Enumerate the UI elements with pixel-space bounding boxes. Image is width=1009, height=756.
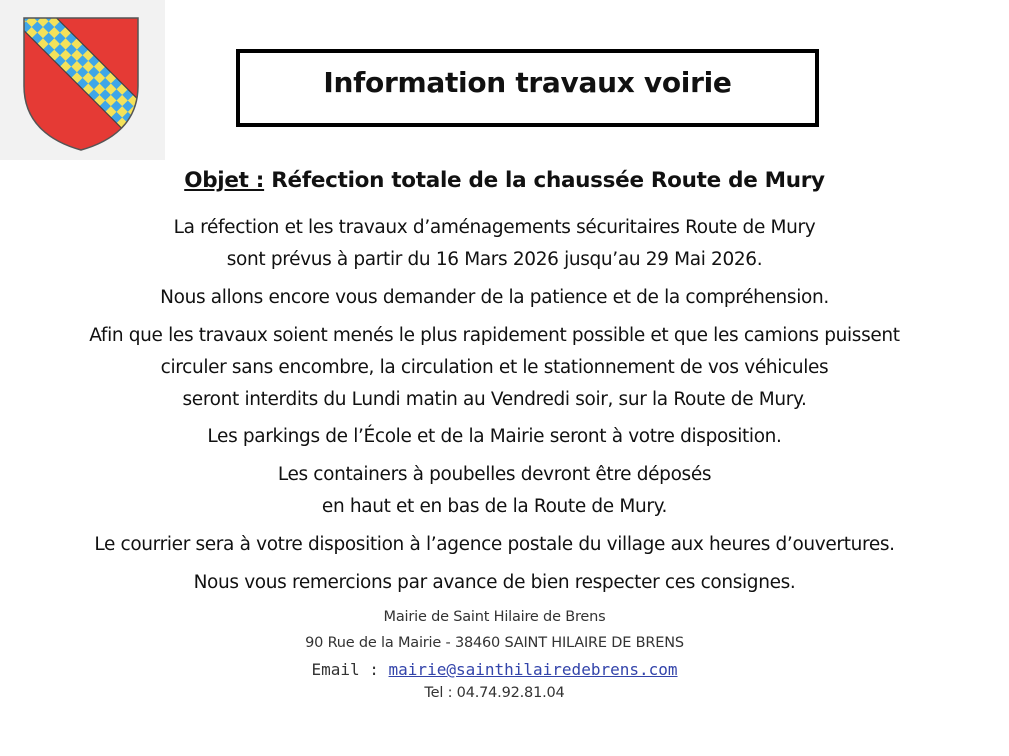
email-link[interactable]: mairie@sainthilairedebrens.com xyxy=(388,660,678,679)
text-line: en haut et en bas de la Route de Mury. xyxy=(321,496,668,517)
paragraph-thanks xyxy=(0,567,989,599)
footer-phone: Tel : 04.74.92.81.04 xyxy=(424,685,565,701)
subject-line xyxy=(0,168,1009,193)
text-line: Le courrier sera à votre disposition à l’agence postale du village aux heures d’ouvertures. xyxy=(94,534,895,555)
paragraph-dates xyxy=(0,212,989,276)
text-line: Afin que les travaux soient menés le plus rapidement possible et que les camions puissent xyxy=(89,325,900,346)
footer-org: Mairie de Saint Hilaire de Brens xyxy=(383,609,606,625)
title-box xyxy=(236,49,819,127)
coat-of-arms-icon xyxy=(22,16,140,152)
email-label: Email : xyxy=(311,660,389,679)
subject-text: Réfection totale de la chaussée Route de Mury xyxy=(271,168,825,193)
footer-email xyxy=(0,660,989,679)
text-line: Nous allons encore vous demander de la patience et de la compréhension. xyxy=(160,287,829,308)
crest-area xyxy=(0,0,165,160)
text-line: Les containers à poubelles devront être déposés xyxy=(277,464,712,485)
page-title: Information travaux voirie xyxy=(323,65,732,99)
paragraph-courrier xyxy=(0,529,989,561)
text-line: Les parkings de l’École et de la Mairie seront à votre disposition. xyxy=(207,426,782,447)
paragraph-restrictions xyxy=(0,320,989,416)
text-line: sont prévus à partir du 16 Mars 2026 jusqu’au 29 Mai 2026. xyxy=(226,249,763,270)
text-line: circuler sans encombre, la circulation et le stationnement de vos véhicules xyxy=(160,357,829,378)
text-line: seront interdits du Lundi matin au Vendredi soir, sur la Route de Mury. xyxy=(182,389,807,410)
footer-address: 90 Rue de la Mairie - 38460 SAINT HILAIRE DE BRENS xyxy=(305,635,684,651)
paragraph-parkings xyxy=(0,421,989,453)
text-line: La réfection et les travaux d’aménagements sécuritaires Route de Mury xyxy=(173,217,816,238)
subject-label: Objet : xyxy=(184,168,265,193)
paragraph-patience xyxy=(0,282,989,314)
text-line: Nous vous remercions par avance de bien respecter ces consignes. xyxy=(193,572,796,593)
paragraph-containers xyxy=(0,459,989,523)
